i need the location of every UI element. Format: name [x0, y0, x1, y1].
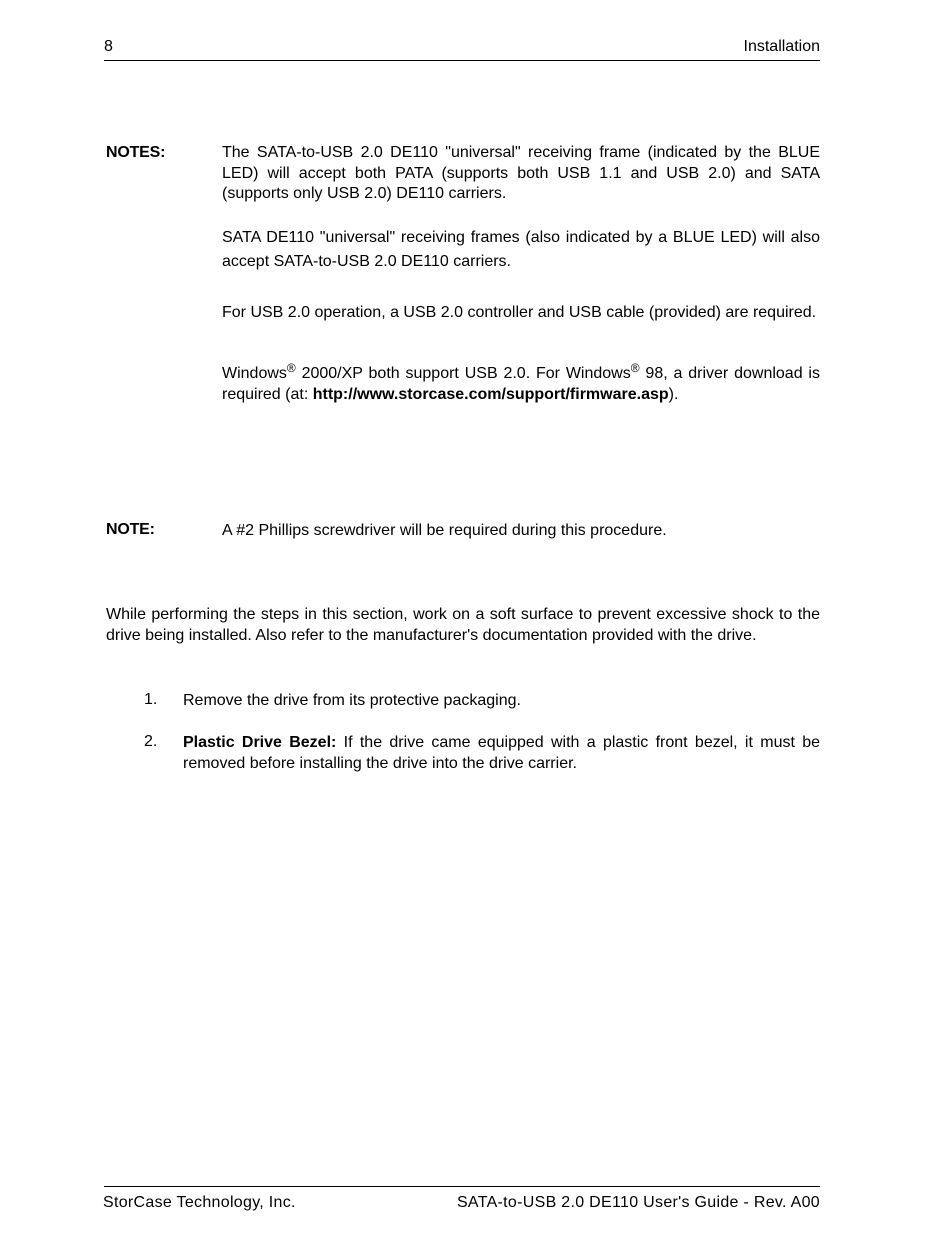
- windows-text-end: ).: [668, 385, 679, 403]
- note-label: NOTE:: [106, 521, 155, 538]
- footer-rule: [104, 1186, 820, 1187]
- firmware-url: http://www.storcase.com/support/firmware.asp: [312, 385, 669, 403]
- step-2-text: [183, 733, 820, 774]
- notes-paragraph-3: For USB 2.0 operation, a USB 2.0 controller and USB cable (provided) are required.: [222, 304, 817, 321]
- intro-paragraph: While performing the steps in this section, work on a soft surface to prevent excessive shock to the drive being installed. Also refer to the manufacturer's documentation provided with the drive.: [106, 606, 820, 644]
- footer-company: StorCase Technology, Inc.: [103, 1194, 296, 1211]
- note-text: A #2 Phillips screwdriver will be required during this procedure.: [222, 522, 667, 539]
- registered-mark-1: ®: [286, 361, 296, 375]
- step-1-text: Remove the drive from its protective packaging.: [183, 692, 521, 709]
- windows-text-2: 2000/XP both support USB 2.0. For Windows: [295, 365, 631, 382]
- notes-paragraph-4: [222, 361, 820, 405]
- section-title: Installation: [743, 38, 820, 55]
- notes-paragraph-1: The SATA-to-USB 2.0 DE110 "universal" receiving frame (indicated by the BLUE LED) will accept both PATA (supports both USB 1.1 and USB 2.0) and SATA (supports only USB 2.0) DE110 carriers.: [222, 144, 820, 202]
- header-rule: [104, 60, 820, 61]
- page-number: 8: [104, 38, 113, 55]
- step-2-bold: Plastic Drive Bezel:: [183, 734, 337, 751]
- registered-mark-2: ®: [630, 361, 640, 375]
- step-1-number: 1.: [144, 691, 158, 708]
- notes-label: NOTES:: [106, 144, 166, 161]
- notes-paragraph-2: SATA DE110 "universal" receiving frames (also indicated by a BLUE LED) will also accept SATA-to-USB 2.0 DE110 carriers.: [222, 229, 820, 270]
- step-2-number: 2.: [144, 733, 158, 750]
- windows-text-3: 98, a driver download is required (at:: [222, 365, 820, 403]
- footer-guide-title: SATA-to-USB 2.0 DE110 User's Guide - Rev. A00: [456, 1194, 820, 1211]
- step-2-body: If the drive came equipped with a plastic front bezel, it must be removed before installing the drive into the drive carrier.: [183, 734, 821, 772]
- windows-text-1: Windows: [222, 365, 287, 382]
